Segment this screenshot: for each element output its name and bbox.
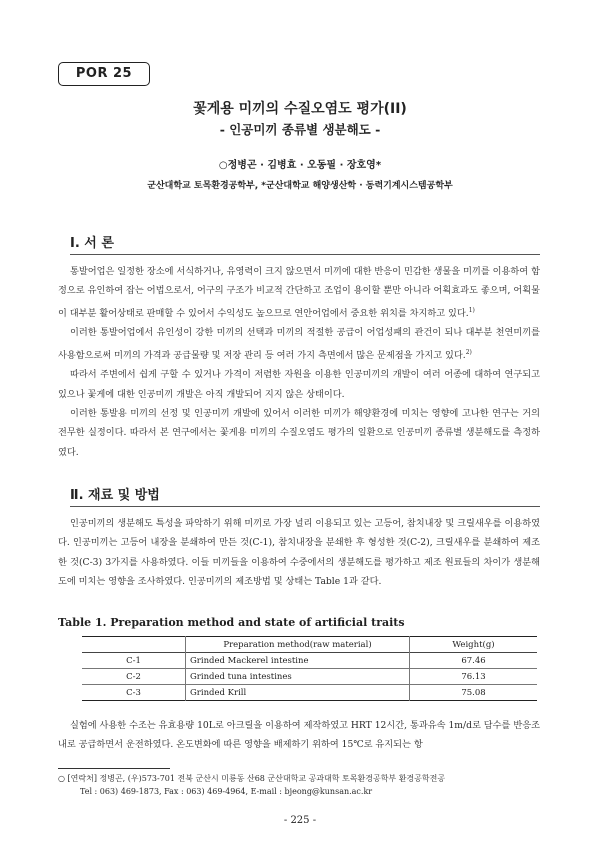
footnote-divider — [58, 768, 170, 769]
weight-cell: 75.08 — [461, 687, 486, 698]
citation-ref: 1) — [468, 306, 475, 314]
paragraph — [58, 262, 540, 323]
table-header-cell: Preparation method(raw material) — [186, 637, 410, 653]
footnote-address: ○ [연락처] 정병곤, (우)573-701 전북 군산시 미룡동 산68 군산대학교 공과대학 토목환경공학부 환경공학전공 — [58, 774, 446, 783]
table-caption: Table 1. Preparation method and state of artificial traits — [58, 616, 405, 629]
sample-id-cell: C-2 — [82, 669, 186, 685]
weight-cell: 76.13 — [461, 671, 486, 682]
section-heading-introduction — [70, 232, 540, 251]
paragraph: 인공미끼의 생분해도 특성을 파악하기 위해 미끼로 가장 널리 이용되고 있는 고등어, 참치내장 및 크릴새우를 이용하였다. 인공미끼는 고등어 내장을 분쇄하여 만든 것(C-1), 참치내장을 분쇄한 후 형성한 것(C-2), 크릴새우를 분쇄하여 제조한 것(C-3) 3가지를 사용하였다. 이들 미끼들을 이용하여 수중에서의 생분해도를 평가하고 제조 원료들의 차이가 생분해도에 미치는 영향을 조사하였다. 인공미끼의 제조방법 및 상태는 Table 1과 같다. — [58, 518, 540, 588]
paragraph-text: 통발어업은 일정한 장소에 서식하거나, 유영력이 크지 않으면서 미끼에 대한 반응이 민감한 생물을 미끼를 이용하여 함정으로 유인하여 잡는 어법으로서, 어구의 구조가 비교적 간단하고 조업이 용이할 뿐만 아니라 어획효과도 좋으며, 어획물이 대부분 활어상태로 판매할 수 있어서 수익성도 높으므로 연안어업에서 중요한 위치를 차지하고 있다. — [58, 266, 540, 319]
methods-body — [58, 514, 540, 592]
preparation-table — [82, 636, 537, 701]
session-badge: POR 25 — [58, 62, 150, 86]
paragraph-text: 따라서 주변에서 쉽게 구할 수 있거나 가격이 저렴한 자원을 이용한 인공미끼의 개발이 여러 어종에 대하여 연구되고 있으나 꽃게에 대한 인공미끼 개발은 아직 개발되어 지지 않은 상태이다. — [58, 369, 540, 400]
method-cell: Grinded Mackerel intestine — [186, 653, 410, 669]
paper-title: 꽃게용 미끼의 수질오염도 평가(II) — [193, 101, 407, 117]
weight-cell: 67.46 — [461, 655, 486, 666]
methods-continued — [58, 716, 540, 755]
method-cell: Grinded Krill — [186, 685, 410, 701]
table-row — [82, 685, 537, 701]
author-list: ○정병곤 · 김병효 · 오동필 · 장호영* — [218, 160, 382, 171]
paragraph — [58, 404, 540, 462]
section-title: Ⅱ. 재료 및 방법 — [70, 488, 160, 503]
paragraph: 실험에 사용한 수조는 유효용량 10L로 아크릴을 이용하여 제작하였고 HRT 12시간, 통과유속 1m/d로 담수를 반응조 내로 공급하면서 운전하였다. 온도변화에 따른 영향을 배제하기 위하여 15℃로 유지되는 항 — [58, 720, 540, 751]
table-row — [82, 669, 537, 685]
section-divider — [70, 254, 540, 255]
sample-id-cell: C-3 — [82, 685, 186, 701]
paragraph — [58, 323, 540, 365]
paragraph-text: 이러한 통발용 미끼의 선정 및 인공미끼 개발에 있어서 이러한 미끼가 해양환경에 미치는 영향에 고나한 연구는 거의 전무한 실정이다. 따라서 본 연구에서는 꽃게용 미끼의 수질오염도 평가의 일환으로 인공미끼 종류별 생분해도를 측정하였다. — [58, 407, 540, 458]
introduction-body — [58, 262, 540, 462]
footnote-contact: Tel : 063) 469-1873, Fax : 063) 469-4964, E-mail : bjeong@kunsan.ac.kr — [80, 787, 373, 796]
author-affiliation: 군산대학교 토목환경공학부, *군산대학교 해양생산학 · 동력기계시스템공학부 — [147, 181, 453, 191]
table-header-cell — [82, 637, 186, 653]
table-header-row — [82, 637, 537, 653]
section-divider — [70, 506, 540, 507]
citation-ref: 2) — [465, 348, 472, 356]
section-title: Ⅰ. 서 론 — [70, 236, 114, 251]
table-header-cell: Weight(g) — [452, 639, 495, 650]
contact-footnote — [58, 772, 540, 798]
paragraph-text: 이러한 통발어업에서 유인성이 강한 미끼의 선택과 미끼의 적절한 공급이 어업성패의 관건이 되나 대부분 천연미끼를 사용함으로써 미끼의 가격과 공급물량 및 저장 관리 등 여러 가지 측면에서 많은 문제점을 가지고 있다. — [58, 327, 540, 361]
paper-subtitle: - 인공미끼 종류별 생분해도 - — [219, 122, 381, 137]
method-cell: Grinded tuna intestines — [186, 669, 410, 685]
section-heading-methods — [70, 484, 540, 503]
sample-id-cell: C-1 — [82, 653, 186, 669]
page-number: - 225 - — [283, 815, 317, 826]
table-row — [82, 653, 537, 669]
paragraph — [58, 365, 540, 404]
